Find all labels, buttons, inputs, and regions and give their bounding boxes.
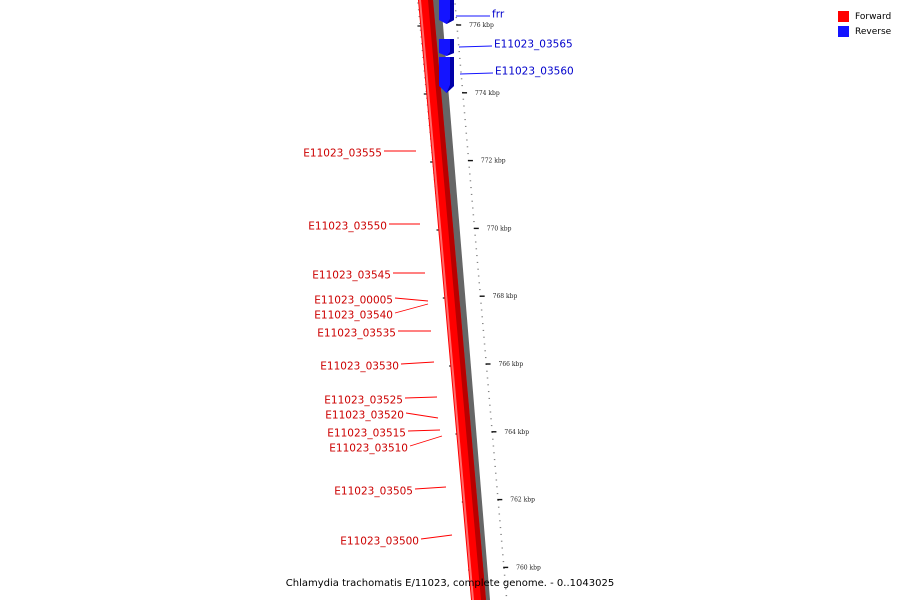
forward-gene-leader: [410, 436, 442, 446]
forward-gene-label: E11023_03555: [303, 147, 382, 160]
forward-gene-label: E11023_00005: [314, 294, 393, 307]
scale-tick-label: 760 kbp: [516, 564, 541, 572]
forward-gene-label: E11023_03535: [317, 327, 396, 340]
forward-swatch: [838, 11, 849, 22]
forward-gene-leader: [401, 362, 434, 364]
scale-tick-label: 762 kbp: [510, 496, 535, 504]
scale-tick-label: 770 kbp: [486, 225, 512, 233]
forward-gene-labels: [303, 148, 452, 548]
forward-gene-label: E11023_03540: [314, 309, 393, 322]
scale-tick-label: 764 kbp: [504, 428, 530, 436]
reverse-gene-labels: [456, 9, 574, 78]
reverse-swatch: [838, 26, 849, 37]
scale-tick-label: 772 kbp: [480, 157, 506, 165]
reverse-gene-leader: [459, 46, 492, 47]
forward-gene-label: E11023_03525: [324, 394, 403, 407]
forward-gene-leader: [395, 298, 428, 301]
genome-caption: Chlamydia trachomatis E/11023, complete genome. - 0..1043025: [285, 578, 615, 589]
legend: [838, 9, 898, 39]
reverse-gene-label: E11023_03565: [494, 38, 573, 51]
forward-gene-leader: [406, 413, 438, 418]
reverse-features: [439, 0, 454, 93]
forward-gene-leader: [395, 304, 428, 313]
forward-gene-label: E11023_03530: [320, 360, 399, 373]
scale-tick-label: 776 kbp: [469, 22, 494, 29]
forward-gene-label: E11023_03550: [308, 220, 387, 233]
scale-tick-label: 768 kbp: [492, 293, 518, 301]
forward-gene-label: E11023_03545: [312, 269, 391, 282]
forward-gene-label: E11023_03510: [329, 442, 408, 455]
forward-gene-leader: [405, 397, 437, 398]
scale-tick-label: 766 kbp: [498, 361, 524, 368]
legend-forward: [838, 9, 898, 24]
scale-tick-label: 774 kbp: [475, 89, 500, 97]
reverse-gene-label: frr: [492, 8, 505, 21]
legend-reverse: [838, 24, 898, 39]
reverse-gene-leader: [460, 73, 493, 74]
forward-gene-leader: [421, 535, 452, 539]
legend-reverse-label: Reverse: [855, 26, 892, 37]
reverse-gene-label: E11023_03560: [495, 65, 574, 78]
forward-gene-label: E11023_03515: [327, 427, 406, 440]
forward-gene-leader: [415, 487, 446, 489]
forward-gene-label: E11023_03500: [340, 535, 419, 548]
forward-gene-label: E11023_03520: [325, 409, 404, 422]
legend-forward-label: Forward: [855, 11, 892, 22]
forward-gene-label: E11023_03505: [334, 485, 413, 498]
forward-gene-leader: [408, 430, 440, 431]
